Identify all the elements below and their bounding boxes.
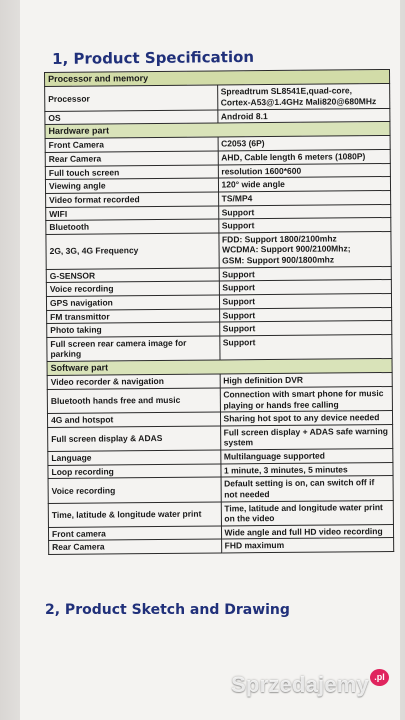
- row-label: 4G and hotspot: [47, 412, 220, 427]
- section-title: Processor and memory: [45, 69, 390, 86]
- row-label: Time, latitude & longitude water print: [48, 501, 221, 527]
- row-value: TS/MP4: [221, 193, 253, 204]
- row-label: Front camera: [48, 526, 221, 541]
- section-title: Hardware part: [45, 122, 390, 139]
- row-label: Voice recording: [48, 477, 221, 503]
- row-value: Support: [222, 268, 255, 280]
- row-label: Rear Camera: [45, 151, 218, 166]
- row-label: Video format recorded: [46, 192, 219, 207]
- section-title: Software part: [47, 358, 392, 375]
- row-value: Support: [221, 220, 255, 231]
- row-label: Viewing angle: [45, 178, 218, 193]
- row-value-cell: [221, 538, 394, 553]
- row-label: Loop recording: [48, 464, 221, 479]
- row-value: Support: [222, 309, 256, 320]
- row-value: 120° wide angle: [221, 179, 285, 190]
- row-value: FHD maximum: [224, 540, 285, 551]
- row-value-cell: [221, 500, 394, 526]
- row-label: Full screen rear camera image for parking: [47, 336, 220, 362]
- row-label: Bluetooth: [46, 219, 219, 234]
- table-row: [47, 386, 392, 413]
- row-value: C2053 (6P): [221, 138, 265, 149]
- specification-table-body: [45, 69, 394, 554]
- row-label: Voice recording: [46, 281, 219, 296]
- row-value: Time, latitude and longitude water print on the video: [224, 501, 383, 524]
- row-value: Sharing hot spot to any device needed: [223, 412, 380, 424]
- row-label: Front Camera: [45, 137, 218, 152]
- row-label: Video recorder & navigation: [47, 374, 220, 389]
- row-value: 1 minute, 3 minutes, 5 minutes: [223, 463, 348, 476]
- row-label: Processor: [45, 85, 218, 111]
- row-value-cell: [220, 386, 393, 412]
- row-label: WIFI: [46, 205, 219, 220]
- table-row: [46, 231, 391, 269]
- row-value: Connection with smart phone for music playing or hands free calling: [223, 387, 384, 410]
- row-value: Full screen display + ADAS safe warning system: [223, 425, 388, 448]
- table-row: [45, 84, 390, 111]
- table-row: [48, 500, 393, 527]
- row-value: Support: [222, 323, 256, 334]
- site-watermark: [231, 672, 389, 698]
- row-value-cell: [221, 476, 394, 502]
- row-label: G-SENSOR: [46, 268, 219, 283]
- row-value-cell: [220, 424, 393, 450]
- row-value: resolution 1600*600: [221, 165, 302, 177]
- watermark-badge: .pl: [370, 669, 389, 686]
- row-value: Multilanguage supported: [223, 450, 325, 462]
- row-label: OS: [45, 109, 218, 124]
- section-heading-specification: 1, Product Specification: [52, 47, 255, 68]
- row-value: AHD, Cable length 6 meters (1080P): [221, 151, 366, 163]
- row-label: 2G, 3G, 4G Frequency: [46, 233, 219, 269]
- row-label: FM transmittor: [47, 308, 220, 323]
- specification-table: [44, 69, 394, 555]
- row-label: Language: [48, 450, 221, 465]
- table-row: [48, 424, 393, 451]
- table-row: [47, 334, 392, 361]
- watermark-logo-text: Sprzedajemy: [231, 672, 369, 697]
- row-label: Rear Camera: [49, 539, 222, 554]
- row-value-cell: [218, 231, 391, 267]
- table-row: [48, 476, 393, 503]
- row-label: Full screen display & ADAS: [48, 426, 221, 452]
- section-heading-sketch: 2, Product Sketch and Drawing: [45, 602, 290, 618]
- row-value: Wide angle and full HD video recording: [224, 525, 383, 538]
- row-value-cell: [219, 334, 392, 360]
- row-value: Default setting is on, can switch off if not needed: [224, 477, 375, 500]
- row-value-cell: [217, 84, 390, 110]
- table-row: [49, 538, 394, 555]
- row-label: Full touch screen: [45, 165, 218, 180]
- row-value: Android 8.1: [220, 110, 268, 121]
- row-value: Support: [222, 282, 256, 293]
- row-value: Support: [221, 206, 255, 217]
- row-label: GPS navigation: [46, 295, 219, 310]
- row-label: Photo taking: [47, 322, 220, 337]
- row-value: FDD: Support 1800/2100mhz WCDMA: Support 900/2100Mhz; GSM: Support 900/1800mhz: [221, 233, 351, 266]
- row-label: Bluetooth hands free and music: [47, 388, 220, 414]
- row-value: Support: [222, 296, 256, 307]
- row-value: Spreadtrum SL8541E,quad-core, Cortex-A53@1.4GHz Mali820@680MHz: [220, 85, 377, 108]
- row-value: High definition DVR: [223, 375, 304, 386]
- row-value: Support: [222, 336, 256, 348]
